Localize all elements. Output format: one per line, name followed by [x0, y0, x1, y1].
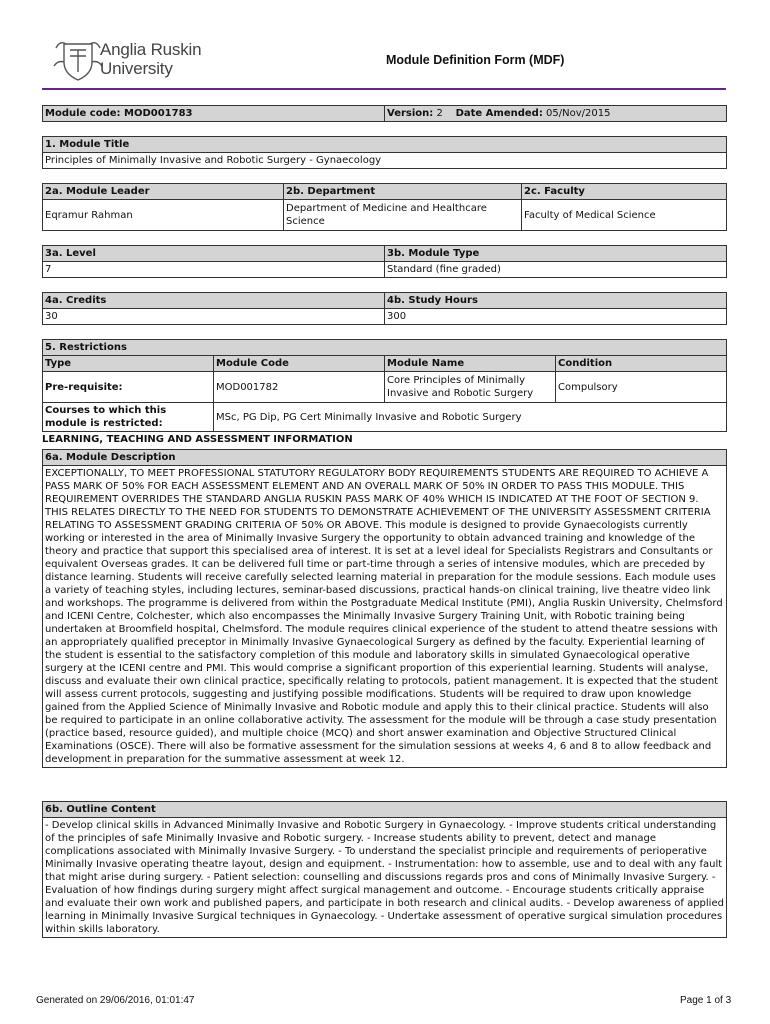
module-type-heading: 3b. Module Type [385, 246, 727, 262]
outline-content-text: - Develop clinical skills in Advanced Minimally Invasive and Robotic Surgery in Gynaecology. - Improve students critical understanding of the principles of safe Minimally Invasive and Robotic surgery. - Increase students ability to prevent, detect and manage complications associated with Minimally Invasive Surgery. - To understand the specialist principle and requirements of perioperative Minimally Invasive operating theatre layout, design and equipment. - Instrumentation: how to assemble, use and to deal with any fault that might arise during surgery. - Patient selection: counselling and discussions regards pros and cons of Minimally Invasive Surgery. - Evaluation of how findings during surgery might affect surgical management and outcome. - Encourage students critically appraise and evaluate their own work and published papers, and participate in both research and clinical audits. - Develop awareness of applied learning in Minimally Invasive Surgical techniques in Gynaecology. - Undertake assessment of operative surgical simulation procedures within skills laboratory. [43, 818, 727, 938]
department-heading: 2b. Department [284, 184, 522, 200]
version-label: Version: [387, 108, 434, 119]
leader-table [42, 183, 727, 231]
col-condition-header: Condition [556, 356, 727, 372]
credits-table [42, 292, 727, 325]
restrictions-heading: 5. Restrictions [43, 340, 727, 356]
form-title: Module Definition Form (MDF) [386, 53, 565, 67]
module-title-heading: 1. Module Title [43, 137, 727, 153]
col-module-code-header: Module Code [214, 356, 385, 372]
restricted-courses-value: MSc, PG Dip, PG Cert Minimally Invasive and Robotic Surgery [214, 403, 727, 432]
faculty-heading: 2c. Faculty [522, 184, 727, 200]
learning-section-heading: LEARNING, TEACHING AND ASSESSMENT INFORMATION [42, 434, 353, 445]
credits-heading: 4a. Credits [43, 293, 385, 309]
module-type-value: Standard (fine graded) [385, 262, 727, 278]
study-hours-value: 300 [385, 309, 727, 325]
level-value: 7 [43, 262, 385, 278]
prerequisite-label: Pre-requisite: [43, 372, 214, 403]
department-value: Department of Medicine and Healthcare Science [284, 200, 522, 231]
module-description-text: EXCEPTIONALLY, TO MEET PROFESSIONAL STATUTORY REGULATORY BODY REQUIREMENTS STUDENTS ARE REQUIRED TO ACHIEVE A PASS MARK OF 50% FOR EACH ASSESSMENT ELEMENT AND AN OVERALL MARK OF 50% IN ORDER TO PASS THIS MODULE. THIS REQUIREMENT OVERRIDES THE STANDARD ANGLIA RUSKIN PASS MARK OF 40% WHICH IS INDICATED AT THE FOOT OF SECTION 9. THIS RELATES DIRECTLY TO THE NEED FOR STUDENTS TO DEMONSTRATE ACHIEVEMENT OF THE UNIVERSITY ASSESSMENT CRITERIA RELATING TO ASSESSMENT GRADING CRITERIA OF 50% OR ABOVE. This module is designed to provide Gynaecologists currently working or interested in the area of Minimally Invasive Surgery the opportunity to obtain advanced training and knowledge of the theory and practice that support this specialised area of interest. It is set at a level ideal for Specialists Registrars and Consultants or equivalent Overseas grades. It can be delivered full time or part-time through a series of intensive modules, which are preceded by distance learning. Students will receive carefully selected learning material in preparation for the module sessions. Each module uses a variety of teaching styles, including lectures, seminar-based discussions, practical hands-on clinical training, live theatre video link and workshops. The programme is delivered from within the Postgraduate Medical Institute (PMI), Anglia Ruskin University, Chelmsford and ICENI Centre, Colchester, which also encompasses the Minimally Invasive Surgery Training Unit, with Robotic training being undertaken at Broomfield hospital, Chelmsford. The module requires clinical experience of the student to attend theatre sessions with an appropriately qualified preceptor in Minimally Invasive Gynaecological Surgery as defined by the faculty. Experiential learning of the student is essential to the satisfactory completion of this module and laboratory skills in simulated Gynaecological operative surgery at the ICENI centre and PMI. This would comprise a significant proportion of this experiential learning. Students will analyse, discuss and evaluate their own clinical practice, specifically relating to protocols, patient management. It is expected that the student will assess current protocols, suggesting and justifying possible modifications. Students will be required to draw upon knowledge gained from the Applied Science of Minimally Invasive and Robotic module and apply this to their clinical practice. Students will also be required to participate in an online collaborative activity. The assessment for the module will be through a case study presentation (practice based, resource guided), and multiple choice (MCQ) and short answer examination and Objective Structured Clinical Examinations (OSCE). There will also be formative assessment for the simulation sessions at weeks 4, 6 and 8 to allow feedback and development in preparation for the summative assessment at week 12. [43, 466, 727, 768]
module-description-table [42, 449, 727, 768]
faculty-value: Faculty of Medical Science [522, 200, 727, 231]
outline-content-table [42, 801, 727, 938]
module-code: Module code: MOD001783 [43, 106, 385, 122]
module-leader-heading: 2a. Module Leader [43, 184, 284, 200]
restrictions-table [42, 339, 727, 432]
module-leader-value: Eqramur Rahman [43, 200, 284, 231]
header-divider [42, 88, 726, 90]
credits-value: 30 [43, 309, 385, 325]
col-module-name-header: Module Name [385, 356, 556, 372]
prerequisite-condition: Compulsory [556, 372, 727, 403]
university-name-line2: University [100, 59, 173, 78]
prerequisite-name: Core Principles of Minimally Invasive and Robotic Surgery [385, 372, 556, 403]
generated-timestamp: Generated on 29/06/2016, 01:01:47 [36, 995, 195, 1006]
version-value: 2 [436, 108, 443, 119]
date-amended-label: Date Amended: [455, 108, 543, 119]
col-type-header: Type [43, 356, 214, 372]
university-name [100, 40, 201, 78]
outline-content-heading: 6b. Outline Content [43, 802, 727, 818]
date-amended-value: 05/Nov/2015 [546, 108, 611, 119]
module-description-heading: 6a. Module Description [43, 450, 727, 466]
restricted-courses-label: Courses to which this module is restricted: [43, 403, 214, 432]
page-number: Page 1 of 3 [680, 995, 732, 1006]
meta-table [42, 105, 727, 122]
study-hours-heading: 4b. Study Hours [385, 293, 727, 309]
module-title-value: Principles of Minimally Invasive and Robotic Surgery - Gynaecology [43, 153, 727, 169]
level-table [42, 245, 727, 278]
level-heading: 3a. Level [43, 246, 385, 262]
prerequisite-code: MOD001782 [214, 372, 385, 403]
university-name-line1: Anglia Ruskin [100, 40, 202, 59]
module-title-table [42, 136, 727, 169]
version-date-cell [385, 106, 727, 122]
